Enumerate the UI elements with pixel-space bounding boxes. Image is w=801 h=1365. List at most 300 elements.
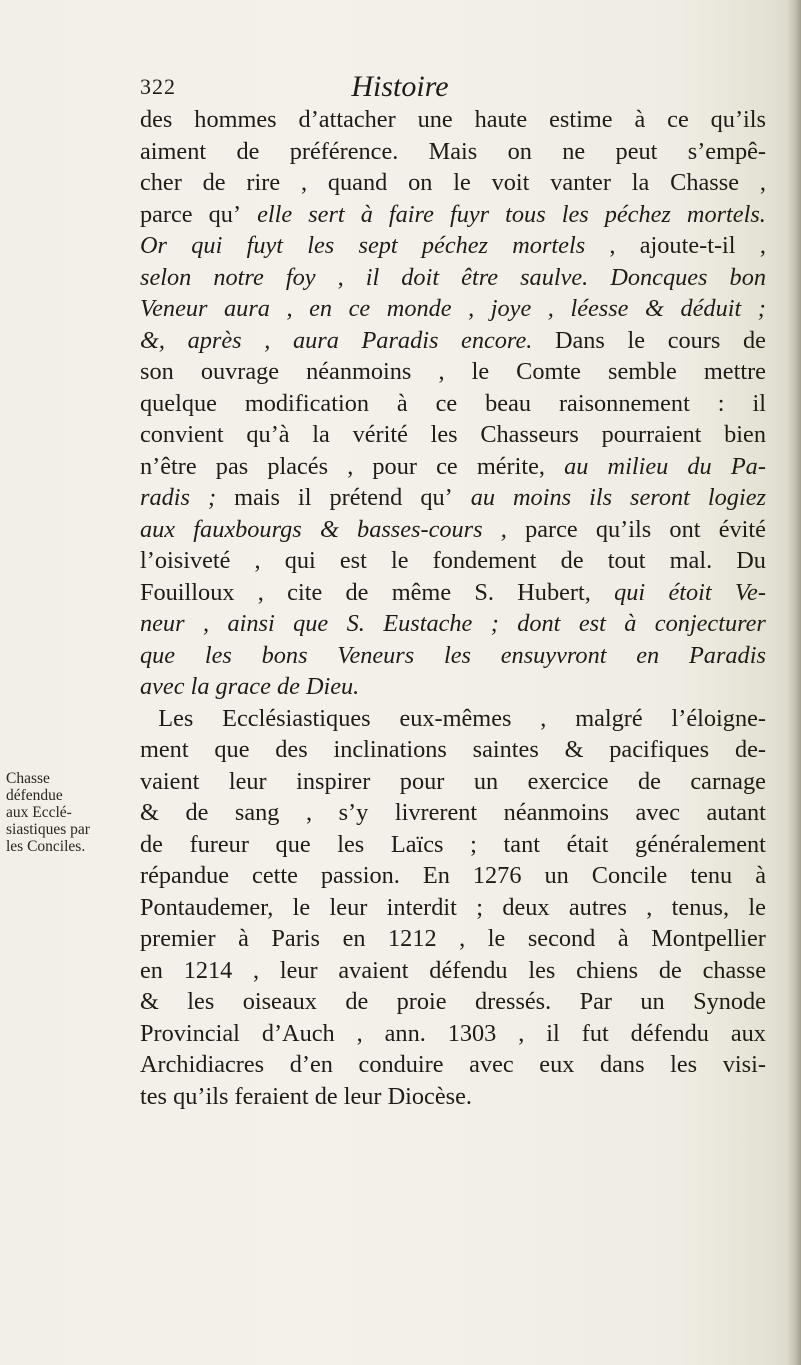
word: parce	[140, 200, 193, 228]
italic-word: logiez	[707, 484, 766, 511]
word: de	[345, 578, 369, 606]
word: cours	[667, 326, 721, 354]
word: leur	[228, 767, 267, 795]
italic-word: en	[309, 295, 333, 322]
word: fureur	[189, 830, 249, 858]
word: tout	[607, 547, 646, 574]
italic-word: au	[470, 484, 496, 511]
italic-word: foy	[285, 263, 316, 291]
italic-word: fuyr	[449, 200, 490, 228]
word: de	[345, 988, 369, 1015]
word: sang	[234, 799, 280, 826]
word: le	[748, 893, 766, 921]
word: avec	[635, 799, 680, 826]
word: vaient	[140, 767, 200, 795]
word: autant	[706, 799, 766, 826]
italic-word: être	[461, 263, 499, 291]
word: eux	[539, 1051, 575, 1078]
word: cite	[287, 578, 323, 606]
italic-word: ;	[207, 484, 217, 511]
word: néanmoins	[503, 799, 609, 826]
word: en	[342, 925, 366, 952]
italic-word: étoit	[668, 578, 712, 606]
word: vérité	[352, 421, 408, 448]
word: placés	[267, 452, 329, 480]
word: eux-mêmes	[399, 704, 512, 732]
italic-word: les	[444, 641, 471, 669]
word: ,	[759, 169, 766, 196]
word: qu’	[208, 200, 242, 228]
text-line	[140, 325, 766, 357]
word: Les	[140, 704, 194, 732]
word: ce	[435, 389, 458, 417]
italic-word: bon	[729, 263, 766, 291]
word: Provincial	[140, 1019, 240, 1047]
italic-word: ,	[337, 263, 344, 291]
text-line	[140, 608, 766, 640]
word: Mais	[428, 137, 478, 165]
word: inspirer	[296, 767, 371, 795]
word: ,	[254, 547, 261, 574]
word: chasse	[702, 956, 766, 984]
word: les	[528, 956, 556, 984]
word: carnage	[690, 767, 766, 795]
word: premier	[140, 925, 216, 952]
word: pourraient	[601, 421, 702, 448]
text-line	[140, 199, 766, 231]
text-line	[140, 482, 766, 514]
word: il	[297, 484, 312, 511]
italic-word: selon	[140, 263, 192, 291]
text-line	[140, 986, 766, 1018]
word: en	[140, 956, 163, 984]
word: modification	[244, 389, 369, 417]
word: les	[430, 421, 458, 448]
italic-word: ,	[264, 326, 271, 354]
word: ,	[646, 893, 653, 921]
word: oiseaux	[242, 988, 317, 1015]
text-line	[140, 104, 766, 136]
word: même	[391, 578, 452, 606]
word: leur	[279, 956, 318, 984]
italic-word: doit	[401, 263, 440, 291]
italic-word: &	[319, 515, 339, 543]
italic-word: aura	[292, 326, 339, 354]
word: ,	[300, 169, 308, 196]
italic-word: léesse	[570, 295, 629, 322]
text-line	[140, 293, 766, 325]
text-line	[140, 388, 766, 420]
word: mais	[234, 484, 280, 511]
word: Concile	[591, 862, 668, 889]
word: un	[544, 862, 569, 889]
italic-word: sert	[308, 200, 345, 228]
italic-word: radis	[140, 484, 190, 511]
text-line	[140, 451, 766, 483]
margin-note-line: Chasse	[6, 770, 50, 787]
italic-word: moins	[513, 484, 572, 511]
italic-word: notre	[213, 263, 264, 291]
word: vanter	[550, 169, 611, 196]
word: mérite,	[476, 452, 545, 480]
word: à	[617, 925, 629, 952]
word: Ecclésiastiques	[222, 704, 371, 732]
italic-word: ils	[589, 484, 613, 511]
text-line	[140, 860, 766, 892]
italic-word: Paradis	[361, 326, 439, 354]
word: peut	[615, 137, 658, 165]
running-title: Histoire	[351, 70, 449, 103]
word: qu’à	[246, 421, 290, 448]
italic-word: S.	[346, 610, 365, 637]
word: 1214	[183, 956, 233, 984]
word: que	[275, 830, 311, 858]
word: :	[717, 389, 725, 417]
text-line	[140, 671, 766, 703]
word: semble	[608, 358, 677, 385]
word: de	[202, 169, 226, 196]
word: quelque	[140, 389, 217, 417]
word: mal.	[669, 547, 713, 574]
word: En	[422, 862, 450, 889]
word: Fouilloux	[140, 578, 235, 606]
word: visi-	[722, 1051, 766, 1078]
word: ,	[540, 704, 547, 732]
italic-word: monde	[386, 295, 452, 322]
italic-word: au	[564, 452, 589, 480]
word: évité	[718, 515, 766, 543]
italic-word: aura	[224, 295, 270, 322]
word: d’attacher	[298, 106, 396, 133]
word: on	[507, 137, 532, 165]
word: voit	[491, 169, 530, 196]
word: 1212	[388, 925, 437, 952]
italic-word: que	[293, 610, 329, 637]
word: Par	[579, 988, 612, 1015]
word: 1276	[472, 862, 522, 889]
word: de	[140, 830, 163, 858]
margin-note-line: siastiques par	[6, 821, 90, 838]
word: défendu	[630, 1019, 709, 1047]
word: les	[337, 830, 365, 858]
italic-word: qui	[191, 232, 223, 259]
italic-word: ,	[202, 610, 210, 637]
margin-note-line: les Conciles.	[6, 838, 86, 855]
text-line	[140, 262, 766, 294]
word: est	[339, 547, 367, 574]
word: Chasseurs	[480, 421, 579, 448]
word: néanmoins	[306, 358, 412, 385]
page-edge-shadow	[787, 0, 801, 1365]
word: pacifiques	[609, 736, 710, 763]
italic-word: du	[687, 452, 712, 480]
italic-word: mortels	[512, 232, 586, 259]
word: les	[187, 988, 215, 1015]
word: dans	[599, 1051, 645, 1078]
word: exercice	[527, 767, 609, 795]
italic-word: ,	[286, 295, 293, 322]
margin-note	[6, 770, 126, 855]
italic-word: aux	[140, 515, 176, 543]
word: tenu	[690, 862, 733, 889]
word: des	[275, 736, 308, 763]
italic-word: déduit	[680, 295, 742, 322]
italic-word: seront	[630, 484, 690, 511]
italic-word: est	[578, 610, 606, 637]
italic-word: Ve-	[734, 578, 766, 606]
word: de-	[734, 736, 766, 763]
word: ,	[438, 358, 445, 385]
word: cette	[252, 862, 298, 889]
italic-word: il	[365, 263, 380, 291]
word: répandue	[140, 862, 230, 889]
word: qui	[284, 547, 316, 574]
word: Pontaudemer,	[140, 893, 274, 921]
word: qu’ils	[595, 515, 652, 543]
italic-word: Doncques	[610, 263, 708, 291]
word: de	[236, 137, 260, 165]
word: à	[396, 389, 408, 417]
word: second	[527, 925, 596, 952]
word: aiment	[140, 137, 207, 165]
word: &	[140, 799, 159, 826]
word: ,	[459, 925, 466, 952]
word: deux	[502, 893, 550, 921]
italic-word: basses-cours	[357, 515, 483, 543]
word: défendu	[429, 956, 508, 984]
text-line	[140, 577, 766, 609]
word: convient	[140, 421, 224, 448]
word: l’oisiveté	[140, 547, 231, 574]
word: Montpellier	[651, 925, 766, 952]
word: inclinations	[333, 736, 447, 763]
italic-word: ce	[348, 295, 371, 322]
text-line	[140, 829, 766, 861]
italic-word: neur	[140, 610, 185, 637]
word: beau	[485, 389, 532, 417]
word: interdit	[386, 893, 457, 921]
word: aux	[730, 1019, 766, 1047]
word: il	[752, 389, 766, 417]
word: le	[471, 358, 490, 385]
word: Laïcs	[390, 830, 444, 858]
text-line	[140, 356, 766, 388]
word: ,	[759, 232, 766, 259]
word: &	[140, 988, 159, 1015]
word: les	[670, 1051, 698, 1078]
word: livrerent	[394, 799, 478, 826]
word: la	[312, 421, 330, 448]
margin-note-line: défendue	[6, 787, 63, 804]
text-line	[140, 797, 766, 829]
italic-word: fauxbourgs	[193, 515, 302, 543]
word: ,	[356, 1019, 363, 1047]
text-line	[140, 419, 766, 451]
word: rire	[246, 169, 281, 196]
italic-word: péchez	[421, 232, 489, 259]
word: pas	[215, 452, 249, 480]
italic-word: encore.	[461, 326, 533, 354]
text-line	[140, 640, 766, 672]
italic-word: Pa-	[730, 452, 766, 480]
margin-note-line: aux Ecclé-	[6, 804, 72, 821]
word: estime	[549, 106, 613, 133]
word: conduire	[358, 1051, 444, 1078]
text-line	[140, 955, 766, 987]
word: de	[658, 956, 682, 984]
word: un	[473, 767, 499, 795]
italic-word: à	[624, 610, 637, 637]
word: d’Auch	[261, 1019, 335, 1047]
word: de	[637, 767, 661, 795]
word: une	[417, 106, 453, 133]
word: Comte	[516, 358, 581, 385]
word: n’être	[140, 452, 197, 480]
italic-word: ;	[757, 295, 766, 322]
text-line	[140, 1081, 766, 1113]
text-line	[140, 1049, 766, 1081]
word: cher	[140, 169, 182, 196]
word: ,	[253, 956, 260, 984]
italic-word: &,	[140, 326, 165, 354]
word: il	[546, 1019, 560, 1047]
italic-word: les	[204, 641, 232, 669]
italic-word: joye	[490, 295, 532, 322]
italic-word: milieu	[607, 452, 669, 480]
text-run: tes qu’ils feraient de leur Diocèse.	[140, 1082, 472, 1110]
italic-word: sept	[358, 232, 398, 259]
word: quand	[327, 169, 388, 196]
word: ,	[609, 232, 616, 259]
word: avec	[469, 1051, 514, 1078]
word: s’y	[338, 799, 369, 826]
italic-word: conjecturer	[654, 610, 766, 637]
word: &	[564, 736, 584, 763]
word: ont	[669, 515, 701, 543]
word: généralement	[635, 830, 766, 858]
italic-word: tous	[505, 200, 546, 228]
word: l’éloigne-	[671, 704, 766, 732]
word: ment	[140, 736, 189, 763]
word: fut	[581, 1019, 609, 1047]
text-line	[140, 892, 766, 924]
word: ne	[562, 137, 586, 165]
word: de	[742, 326, 766, 354]
word: un	[640, 988, 665, 1015]
word: avaient	[338, 956, 409, 984]
word: à	[238, 925, 249, 952]
word: ,	[518, 1019, 525, 1047]
word: Hubert,	[517, 578, 591, 606]
word: tant	[503, 830, 540, 858]
word: de	[185, 799, 209, 826]
word: le	[453, 169, 471, 196]
italic-word: que	[140, 641, 176, 669]
word: préférence.	[289, 137, 399, 165]
italic-word: dont	[517, 610, 561, 637]
word: raisonnement	[558, 389, 690, 417]
text-line	[140, 230, 766, 262]
page-number: 322	[140, 74, 176, 99]
word: autres	[568, 893, 627, 921]
word: S.	[474, 578, 494, 606]
italic-word: &	[645, 295, 664, 322]
italic-word: Veneurs	[337, 641, 415, 669]
italic-word: péchez	[604, 200, 671, 228]
word: des	[140, 106, 173, 133]
word: Synode	[693, 988, 766, 1015]
word: son	[140, 358, 174, 385]
word: ajoute-t-il	[639, 232, 736, 259]
word: ce	[436, 452, 458, 480]
text-line	[140, 766, 766, 798]
italic-word: bons	[261, 641, 308, 669]
word: la	[631, 169, 650, 196]
word: ;	[470, 830, 477, 858]
word: ouvrage	[200, 358, 280, 385]
word: que	[214, 736, 250, 763]
text-line	[140, 514, 766, 546]
italic-word: les	[307, 232, 335, 259]
text-line	[140, 734, 766, 766]
word: mettre	[703, 358, 766, 385]
word: proie	[396, 988, 447, 1015]
italic-word: à	[360, 200, 373, 228]
italic-word: mortels.	[686, 200, 766, 228]
italic-word: en	[636, 641, 660, 669]
italic-word: qui	[614, 578, 646, 606]
italic-word: Eustache	[383, 610, 473, 637]
word: Du	[736, 547, 766, 574]
word: pour	[399, 767, 445, 795]
word: haute	[474, 106, 528, 133]
word: de	[560, 547, 584, 574]
italic-word: fuyt	[246, 232, 284, 259]
word: 1303	[447, 1019, 497, 1047]
word: malgré	[575, 704, 643, 732]
word: à	[755, 862, 766, 889]
word: d’en	[289, 1051, 333, 1078]
italic-text: avec la grace de Dieu.	[140, 673, 360, 700]
italic-word: les	[561, 200, 589, 228]
italic-word: Paradis	[688, 641, 766, 669]
text-line	[140, 703, 766, 735]
word: était	[566, 830, 609, 858]
italic-word: ,	[468, 295, 475, 322]
word: parce	[525, 515, 578, 543]
word: dressés.	[474, 988, 552, 1015]
italic-word: après	[187, 326, 242, 354]
word: ce	[667, 106, 689, 133]
word: Archidiacres	[140, 1051, 265, 1078]
word: pour	[372, 452, 417, 480]
text-line	[140, 136, 766, 168]
italic-word: ;	[490, 610, 499, 637]
italic-word: ,	[500, 515, 507, 543]
word: Paris	[271, 925, 321, 952]
text-line	[140, 545, 766, 577]
word: ann.	[384, 1019, 426, 1047]
text-line	[140, 167, 766, 199]
word: Chasse	[670, 169, 739, 196]
text-line	[140, 923, 766, 955]
word: le	[627, 326, 646, 354]
italic-word: Veneur	[140, 295, 208, 322]
word: le	[292, 893, 311, 921]
word: leur	[329, 893, 368, 921]
text-line	[140, 1018, 766, 1050]
word: le	[391, 547, 409, 574]
